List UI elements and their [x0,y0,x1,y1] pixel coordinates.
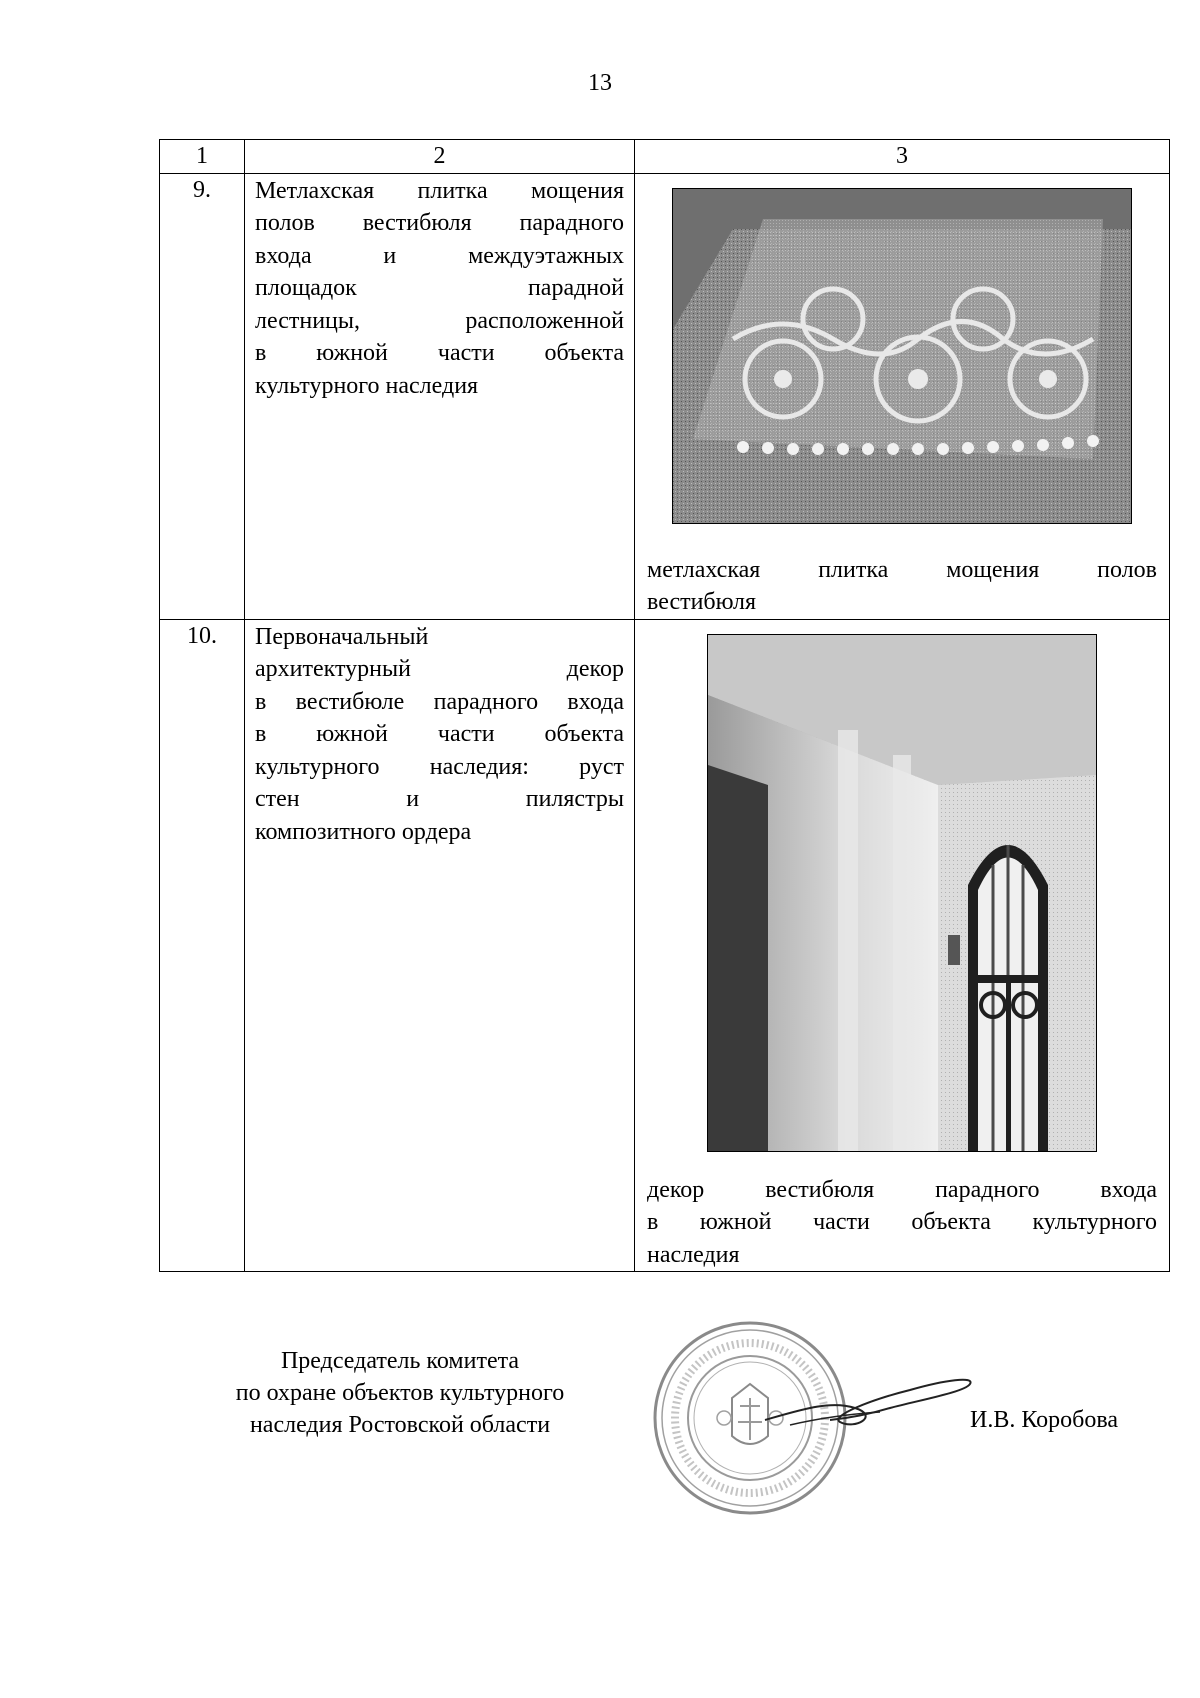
signer-title-line: наследия Ростовской области [249,1412,551,1438]
description-line: в вестибюле парадного входа [255,688,624,715]
row-photo-cell [635,619,1170,1272]
description-line: площадок парадной [255,275,624,301]
description-line: архитектурный декор [255,656,624,682]
column-header-3: 3 [635,140,1170,174]
table-row [160,619,1170,1272]
description-line: культурного наследия [255,372,479,399]
row-photo-cell [635,173,1170,619]
caption-line: наследия [647,1241,740,1268]
handwritten-signature-icon [760,1370,980,1445]
description-line: лестницы, расположенной [255,307,624,334]
description-line: культурного наследия: руст [255,753,624,780]
table-header-row [160,140,1170,174]
signer-title-line: по охране объектов культурного [235,1380,565,1406]
row-description [245,173,635,619]
caption-line: в южной части объекта культурного [647,1209,1157,1235]
caption-line: метлахская плитка мощения полов [647,556,1157,583]
row-number: 9. [160,173,245,619]
photo-caption [647,1174,1157,1272]
description-line: в южной части объекта [255,340,624,366]
table-row [160,173,1170,619]
description-line: полов вестибюля парадного [255,210,624,236]
heritage-items-table [159,139,1170,1272]
column-header-2: 2 [245,140,635,174]
description-line: Метлахская плитка мощения [255,177,624,204]
column-header-1: 1 [160,140,245,174]
description-line: Первоначальный [255,623,429,650]
row-description [245,619,635,1272]
description-line: в южной части объекта [255,721,624,747]
description-line: композитного ордера [255,818,472,845]
vestibule-decor-photo [707,634,1097,1152]
tiled-floor-photo [672,188,1132,524]
signer-name: И.В. Коробова [970,1407,1119,1433]
description-line: входа и междуэтажных [255,242,624,269]
row-number: 10. [160,619,245,1272]
photo-caption [647,554,1157,619]
caption-line: вестибюля [647,589,756,615]
signer-title [190,1345,610,1441]
signer-title-line: Председатель комитета [280,1348,520,1374]
page-number: 13 [588,70,612,96]
caption-line: декор вестибюля парадного входа [647,1176,1157,1203]
description-line: стен и пилястры [255,786,624,812]
